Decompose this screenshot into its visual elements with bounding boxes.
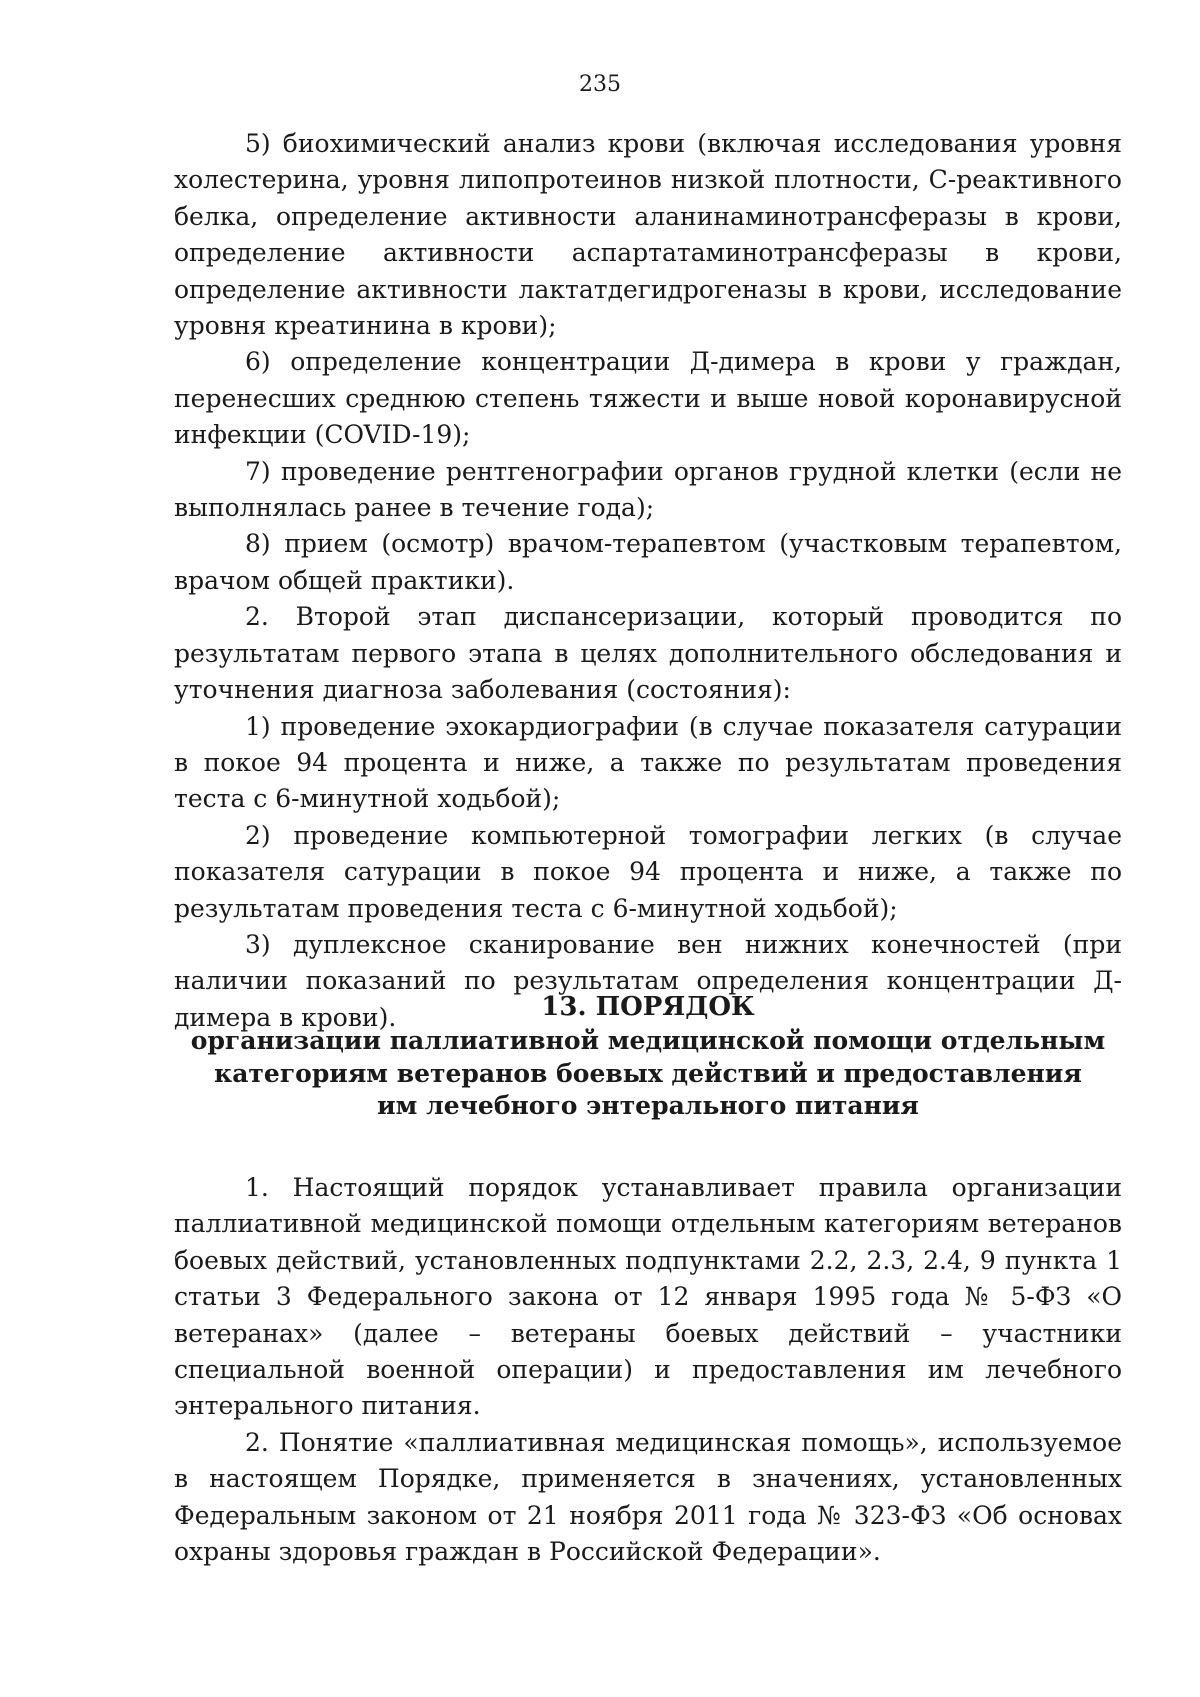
section-subtitle-line: категориям ветеранов боевых действий и предоставления [214, 1058, 1082, 1088]
page-number: 235 [579, 72, 621, 97]
section-subtitle-line: организации паллиативной медицинской помощи отдельным [190, 1026, 1106, 1055]
upper-text-block [174, 126, 1122, 1036]
paragraph: 1. Настоящий порядок устанавливает правила организации паллиативной медицинской помощи отдельным категориям ветеранов боевых действий, установленных подпунктами 2.2, 2.3, 2.4, 9 пункта 1 статьи 3 Федерального закона от 12 января 1995 года № 5-ФЗ «О ветеранах» (далее – ветераны боевых действий – участники специальной военной операции) и предоставления им лечебного энтерального питания. [174, 1173, 1122, 1421]
paragraph: 6) определение концентрации Д-димера в крови у граждан, перенесших среднюю степень тяжести и выше новой коронавирусной инфекции (COVID-19); [174, 347, 1122, 450]
paragraph: 2. Понятие «паллиативная медицинская помощь», используемое в настоящем Порядке, применяется в значениях, установленных Федеральным законом от 21 ноября 2011 года № 323-ФЗ «Об основах охраны здоровья граждан в Российской Федерации». [174, 1427, 1122, 1567]
paragraph: 8) прием (осмотр) врачом-терапевтом (участковым терапевтом, врачом общей практики). [174, 529, 1122, 595]
paragraph: 3) дуплексное сканирование вен нижних конечностей (при наличии показаний по результатам определения концентрации Д-димера в крови). [174, 929, 1122, 1032]
lower-text-block [174, 1170, 1122, 1570]
paragraph: 2) проведение компьютерной томографии легких (в случае показателя сатурации в покое 94 процента и ниже, а также по результатам проведения теста с 6-минутной ходьбой); [174, 820, 1122, 923]
paragraph: 5) биохимический анализ крови (включая исследования уровня холестерина, уровня липопротеинов низкой плотности, С-реактивного белка, определение активности аланинаминотрансферазы в крови, определение активности аспартатаминотрансферазы в крови, определение активности лактатдегидрогеназы в крови, исследование уровня креатинина в крови); [174, 129, 1122, 341]
section-title: 13. ПОРЯДОК [541, 992, 755, 1022]
paragraph: 2. Второй этап диспансеризации, который проводится по результатам первого этапа в целях дополнительного обследования и уточнения диагноза заболевания (состояния): [174, 602, 1122, 705]
section-heading [174, 990, 1122, 1123]
section-subtitle-line: им лечебного энтерального питания [377, 1091, 919, 1120]
paragraph: 7) проведение рентгенографии органов грудной клетки (если не выполнялась ранее в течение года); [174, 456, 1122, 523]
paragraph: 1) проведение эхокардиографии (в случае показателя сатурации в покое 94 процента и ниже, а также по результатам проведения теста с 6-минутной ходьбой); [174, 711, 1122, 814]
